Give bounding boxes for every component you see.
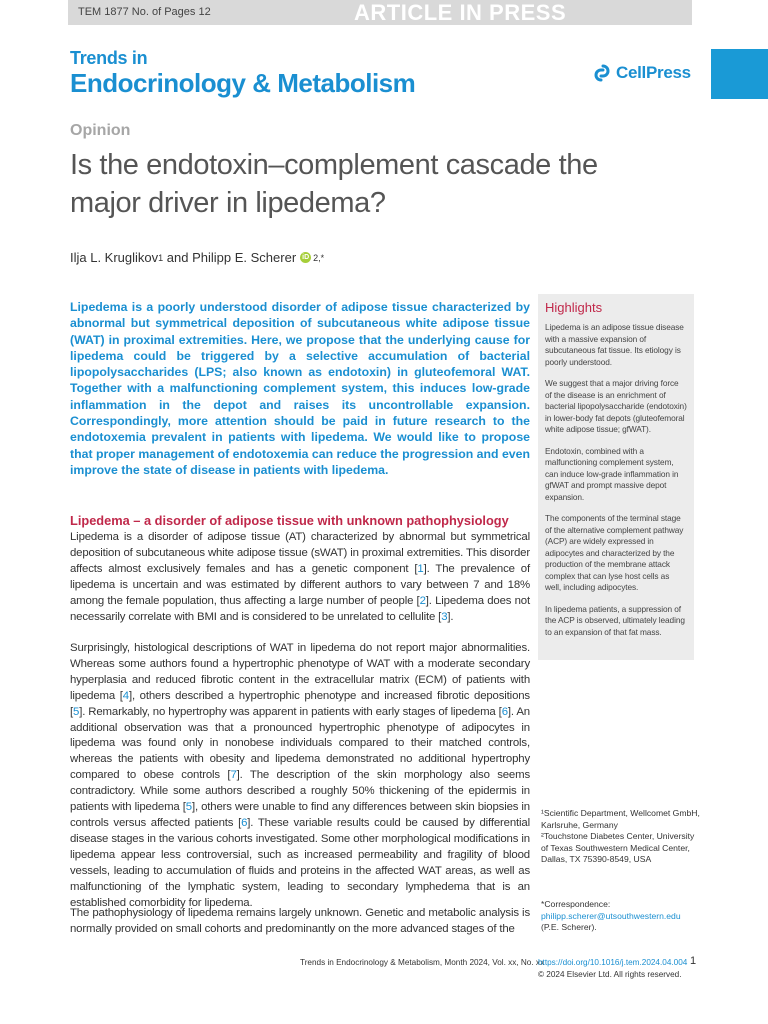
correspondence bbox=[541, 899, 701, 934]
page-number: 1 bbox=[690, 955, 697, 967]
highlight-item: Lipedema is an adipose tissue disease with a massive expansion of subcutaneous fat tissue. Its etiology is poorly understood. bbox=[545, 322, 684, 367]
correspondence-label: *Correspondence: bbox=[541, 899, 611, 909]
highlights-title: Highlights bbox=[545, 300, 603, 315]
citation-link[interactable]: 5 bbox=[73, 705, 80, 718]
correspondence-email[interactable]: philipp.scherer@utsouthwestern.edu bbox=[541, 910, 681, 921]
citation-link[interactable]: 5 bbox=[185, 801, 192, 814]
cellpress-logo bbox=[592, 60, 691, 86]
abstract: Lipedema is a poorly understood disorder of adipose tissue characterized by abnormal but symmetrical deposition of subcutaneous white adipose tissue (WAT) in proximal extremities. Here, we propose that the underlying cause for lipedema could be triggered by a selective accumulation of bacterial lipopolysaccharides (LPS; also known as endotoxin) in gluteofemoral WAT. Together with a malfunctioning complement system, this induces low-grade inflammation in the depot and raises its uncontrollable expansion. Correspondingly, more attention should be paid in future research to the endotoxemia prevalent in patients with lipedema. We would like to propose that proper management of endotoxemia can reduce the progression and even improve the state of disease in patients with lipedema. bbox=[70, 300, 530, 477]
citation-link[interactable]: 6 bbox=[241, 816, 248, 829]
article-title: Is the endotoxin–complement cascade the major driver in lipedema? bbox=[70, 149, 598, 219]
author-scherer: and Philipp E. Scherer bbox=[166, 250, 297, 265]
paragraph-1: Lipedema is a disorder of adipose tissue (AT) characterized by abnormal but symmetrical deposition of subcutaneous white adipose tissue (sWAT) in proximal extremities. This disorder affects almost exclusively females and has a genetic component [1]. The prevalence of lipedema is uncertain and was estimated by different authors to vary between 7 and 18% among the female population, thus affecting a large number of people [2]. Lipedema does not necessarily correlate with BMI and is considered to be unrelated to cellulite [3]. bbox=[70, 531, 531, 623]
author-kruglikov: Ilja L. Kruglikov bbox=[70, 250, 159, 265]
highlights-box bbox=[538, 294, 694, 660]
author-kruglikov-affil: 1 bbox=[158, 252, 164, 263]
journal-name-line2: Endocrinology & Metabolism bbox=[70, 68, 416, 98]
correspondence-name: (P.E. Scherer). bbox=[541, 922, 597, 933]
citation-link[interactable]: 6 bbox=[501, 705, 508, 718]
citation-link[interactable]: 3 bbox=[441, 610, 448, 623]
cellpress-logo-text: CellPress bbox=[616, 63, 691, 82]
highlight-item: Endotoxin, combined with a malfunctioning complement system, can induce low-grade inflammation in gfWAT and prompt massive depot expansion. bbox=[545, 445, 679, 502]
article-in-press-label: ARTICLE IN PRESS bbox=[354, 0, 567, 25]
manuscript-meta: TEM 1877 No. of Pages 12 bbox=[78, 6, 211, 18]
citation-link[interactable]: 7 bbox=[230, 769, 237, 782]
highlight-item: In lipedema patients, a suppression of the ACP is observed, ultimately leading to an expansion of that fat mass. bbox=[545, 603, 685, 637]
citation-link[interactable]: 1 bbox=[417, 562, 424, 575]
footer-citation: Trends in Endocrinology & Metabolism, Month 2024, Vol. xx, No. xx bbox=[300, 958, 545, 967]
copyright: © 2024 Elsevier Ltd. All rights reserved. bbox=[538, 970, 682, 979]
highlight-item: The components of the terminal stage of the alternative complement pathway (ACP) are widely expressed in adipocytes and characterized by the production of the membrane attack complex that can lyse host cells as well, including adipocytes. bbox=[545, 513, 684, 592]
doi-link[interactable]: https://doi.org/10.1016/j.tem.2024.04.004 bbox=[538, 958, 688, 967]
cellpress-logo-icon bbox=[592, 63, 612, 83]
orcid-icon[interactable]: iD bbox=[302, 254, 310, 261]
citation-link[interactable]: 2 bbox=[419, 594, 426, 607]
article-type: Opinion bbox=[70, 122, 131, 139]
cellpress-accent-tab bbox=[711, 49, 768, 99]
affiliation-1: ¹Scientific Department, Wellcomet GmbH, Karlsruhe, Germany bbox=[541, 808, 700, 830]
affiliations bbox=[541, 808, 701, 866]
author-scherer-affil: 2,* bbox=[313, 252, 325, 263]
section-heading: Lipedema – a disorder of adipose tissue with unknown pathophysiology bbox=[70, 513, 509, 528]
highlight-item: We suggest that a major driving force of the disease is an enrichment of bacterial lipopolysaccharide (endotoxin) in lower-body fat depots (gluteofemoral white adipose tissue; gfWAT). bbox=[545, 378, 687, 434]
affiliation-2: ²Touchstone Diabetes Center, University of Texas Southwestern Medical Center, Dallas, TX 75390-8549, USA bbox=[541, 831, 695, 865]
paragraph-2: Surprisingly, histological descriptions of WAT in lipedema do not report major abnormalities. Whereas some authors found a hypertrophic phenotype of WAT with a moderate secondary hyperplasia and reduced fibrotic content in the extracellular matrix (ECM) of patients with lipedema [4], others described a hypertrophic phenotype and increased fibrotic depositions [5]. Remarkably, no hypertrophy was apparent in patients with early stages of lipedema [6]. An additional observation was that a pronounced hypertrophic phenotype of adipocytes in lipedema was found only in nonobese individuals compared to their matched controls, whereas the patients with obesity and lipedema demonstrated no additional hypertrophy compared to obese controls [7]. The description of the skin morphology also seems contradictory. While some authors described a roughly 50% thickening of the epidermis in patients with lipedema [5], others were unable to find any differences between skin biopsies in controls versus affected patients [6]. These variable results could be caused by differential disease stages in the various cohorts investigated. Some other morphological modifications in lipedema appear less controversial, such as increased permeability and fragility of blood vessels, leading to accumulation of fluids and proteins in the affected WAT areas, as well as malfunctioning of the lymphatic system, leading to secondary lymphedema that is an established comorbidity for lipedema. bbox=[70, 642, 530, 909]
paragraph-3: The pathophysiology of lipedema remains largely unknown. Genetic and metabolic analysis is normally provided on small cohorts and predominantly on the more advanced stages of the bbox=[70, 907, 530, 935]
journal-name-line1: Trends in bbox=[70, 48, 148, 68]
author-line bbox=[70, 250, 324, 265]
citation-link[interactable]: 4 bbox=[122, 689, 129, 702]
article-in-press-banner bbox=[68, 0, 692, 25]
